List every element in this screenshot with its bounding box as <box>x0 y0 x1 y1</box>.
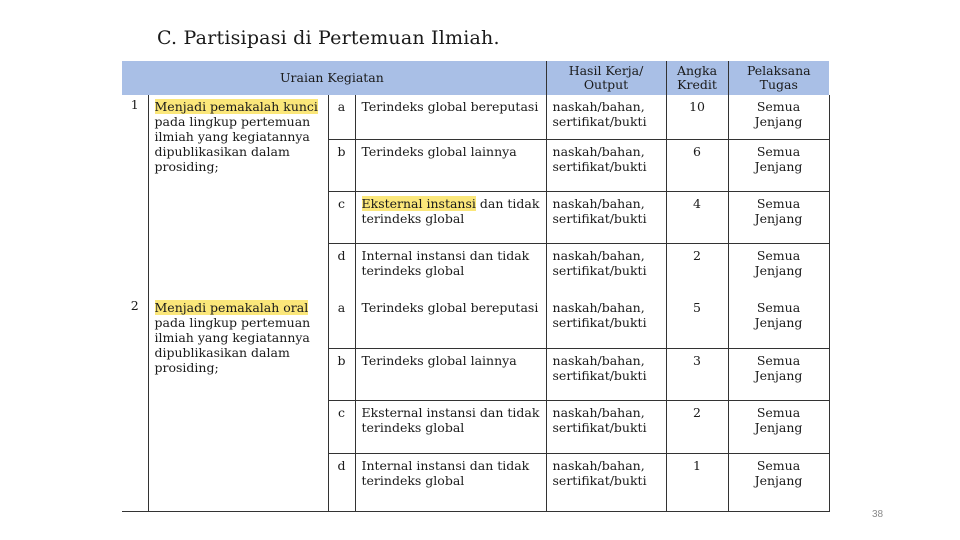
description-text: pada lingkup pertemuan ilmiah yang kegiatannya dipublikasikan dalam prosiding; <box>154 315 311 375</box>
item-letter: b <box>328 349 355 401</box>
item-letter: d <box>328 244 355 297</box>
item-output: naskah/bahan, sertifikat/bukti <box>546 244 666 297</box>
item-label: Terindeks global bereputasi <box>361 99 539 114</box>
item-credit: 4 <box>666 192 728 244</box>
item-executor: Semua Jenjang <box>728 140 829 192</box>
item-credit: 2 <box>666 401 728 454</box>
item-letter: d <box>328 454 355 512</box>
table-row <box>122 95 829 140</box>
item-label: Internal instansi dan tidak terindeks global <box>361 248 530 278</box>
activity-description <box>148 95 328 296</box>
item-text <box>355 95 546 140</box>
item-text <box>355 140 546 192</box>
item-output: naskah/bahan, sertifikat/bukti <box>546 192 666 244</box>
item-label: Terindeks global lainnya <box>361 353 517 368</box>
item-output: naskah/bahan, sertifikat/bukti <box>546 454 666 512</box>
description-text: pada lingkup pertemuan ilmiah yang kegiatannya dipublikasikan dalam prosiding; <box>154 114 311 174</box>
header-angka: Angka Kredit <box>666 61 728 95</box>
header-pelaksana: Pelaksana Tugas <box>728 61 829 95</box>
item-text <box>355 296 546 349</box>
item-executor: Semua Jenjang <box>728 244 829 297</box>
item-executor: Semua Jenjang <box>728 401 829 454</box>
item-executor: Semua Jenjang <box>728 454 829 512</box>
activity-description <box>148 296 328 512</box>
highlighted-text: Eksternal instansi <box>361 196 476 211</box>
item-credit: 6 <box>666 140 728 192</box>
item-output: naskah/bahan, sertifikat/bukti <box>546 349 666 401</box>
item-output: naskah/bahan, sertifikat/bukti <box>546 140 666 192</box>
item-text <box>355 192 546 244</box>
item-text <box>355 349 546 401</box>
highlighted-text: Menjadi pemakalah kunci <box>154 99 318 114</box>
item-letter: c <box>328 401 355 454</box>
item-label: Eksternal instansi dan tidak terindeks global <box>361 405 540 435</box>
table-header-row <box>122 61 829 95</box>
item-credit: 1 <box>666 454 728 512</box>
item-letter: b <box>328 140 355 192</box>
item-executor: Semua Jenjang <box>728 296 829 349</box>
item-label: Terindeks global lainnya <box>361 144 517 159</box>
header-hasil: Hasil Kerja/ Output <box>546 61 666 95</box>
page-number: 38 <box>872 509 884 520</box>
header-uraian: Uraian Kegiatan <box>122 61 546 95</box>
section-title: C. Partisipasi di Pertemuan Ilmiah. <box>157 27 500 49</box>
item-output: naskah/bahan, sertifikat/bukti <box>546 401 666 454</box>
item-executor: Semua Jenjang <box>728 349 829 401</box>
activity-table <box>122 61 830 512</box>
item-credit: 5 <box>666 296 728 349</box>
item-letter: a <box>328 95 355 140</box>
item-executor: Semua Jenjang <box>728 192 829 244</box>
item-label: dan tidak terindeks global <box>361 196 540 226</box>
item-letter: c <box>328 192 355 244</box>
item-letter: a <box>328 296 355 349</box>
highlighted-text: Menjadi pemakalah oral <box>154 300 309 315</box>
item-credit: 10 <box>666 95 728 140</box>
table-row <box>122 296 829 349</box>
item-text <box>355 401 546 454</box>
item-executor: Semua Jenjang <box>728 95 829 140</box>
item-output: naskah/bahan, sertifikat/bukti <box>546 95 666 140</box>
item-credit: 3 <box>666 349 728 401</box>
row-number: 1 <box>130 97 139 112</box>
item-label: Internal instansi dan tidak terindeks global <box>361 458 530 488</box>
item-label: Terindeks global bereputasi <box>361 300 539 315</box>
row-number: 2 <box>122 296 148 512</box>
item-credit: 2 <box>666 244 728 297</box>
item-text <box>355 244 546 297</box>
item-output: naskah/bahan, sertifikat/bukti <box>546 296 666 349</box>
item-text <box>355 454 546 512</box>
